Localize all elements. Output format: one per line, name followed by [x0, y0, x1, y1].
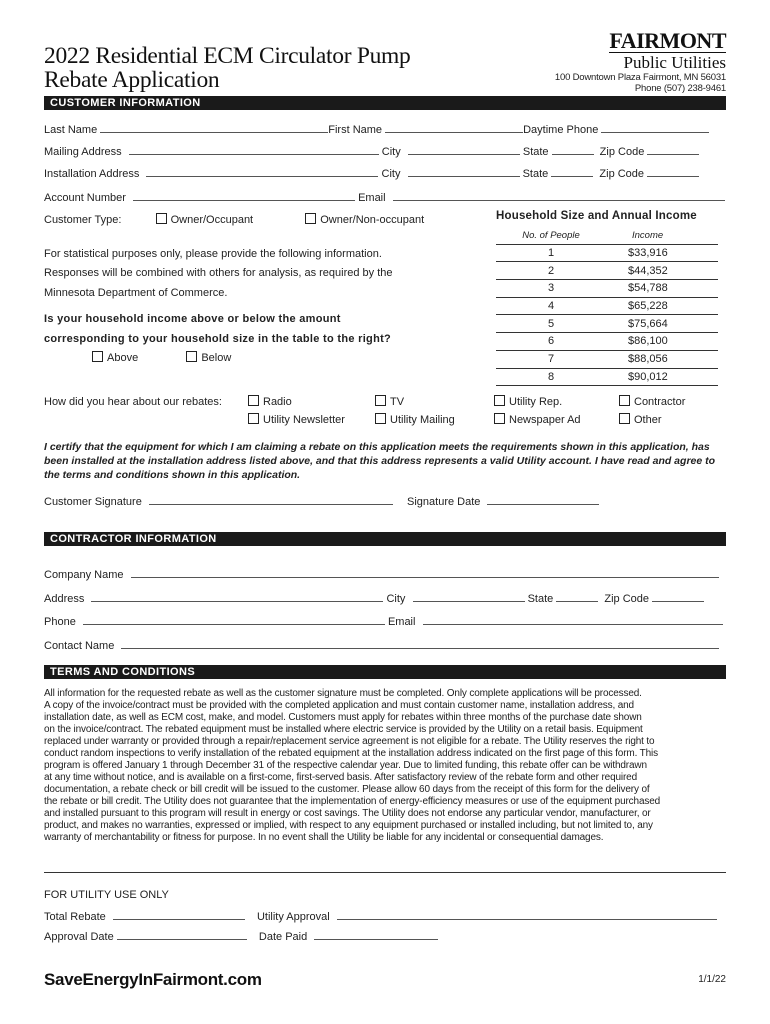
mailing-state-label: State	[522, 146, 549, 158]
size-cell: 1	[496, 244, 606, 262]
customer-section-header	[44, 96, 726, 110]
other-checkbox[interactable]	[619, 413, 630, 424]
address-line: 100 Downtown Plaza Fairmont, MN 56031	[554, 72, 726, 83]
hear-option-contractor	[619, 395, 685, 409]
installation-state-label: State	[522, 168, 549, 180]
col-size-header: No. of People	[496, 227, 606, 244]
footer-date: 1/1/22	[698, 974, 726, 985]
installation-zip-label: Zip Code	[599, 168, 645, 180]
utility-approval-label: Utility Approval	[256, 911, 330, 923]
terms-line: the rebate or bill credit. The Utility does not guarantee that the implementation of energy-efficiency measures or use of the equipment purchased	[44, 796, 661, 807]
installation-city-label: City	[381, 168, 401, 180]
size-cell: 2	[496, 262, 606, 280]
logo-wordmark: FAIRMONT	[609, 28, 726, 53]
table-row	[496, 368, 718, 386]
contractor-zip-label: Zip Code	[604, 593, 650, 605]
contractor-city-label: City	[386, 593, 406, 605]
income-answer-row	[92, 351, 231, 365]
statistical-line-3: Minnesota Department of Commerce.	[44, 287, 228, 299]
terms-line: A copy of the invoice/contract must be provided with the completed application and must contain customer name, installation address, and	[44, 700, 634, 711]
table-row	[496, 280, 718, 298]
total-rebate-label: Total Rebate	[44, 911, 106, 923]
radio-label: Radio	[263, 396, 292, 408]
contractor-state-field[interactable]	[556, 591, 598, 602]
installation-state-field[interactable]	[551, 166, 593, 177]
utility-newsletter-label: Utility Newsletter	[263, 414, 345, 426]
size-cell: 3	[496, 280, 606, 298]
contractor-address-field[interactable]	[91, 591, 383, 602]
customer-section-title: CUSTOMER INFORMATION	[50, 97, 201, 109]
size-cell: 6	[496, 333, 606, 351]
statistical-line-2: Responses will be combined with others for analysis, as required by the	[44, 267, 393, 279]
company-row	[44, 567, 719, 582]
mailing-address-label: Mailing Address	[44, 146, 122, 158]
hear-option-utility-newsletter	[248, 413, 345, 427]
contractor-email-label: Email	[387, 616, 416, 628]
size-cell: 7	[496, 350, 606, 368]
owner-non-occupant-label: Owner/Non-occupant	[320, 214, 425, 226]
email-field[interactable]	[393, 190, 725, 201]
table-row	[496, 333, 718, 351]
first-name-field[interactable]	[385, 122, 523, 133]
terms-line: installation date, as well as ECM cost, make, and model. Customers must apply for rebates within three months of the purchase date shown	[44, 712, 642, 723]
mailing-row	[44, 144, 699, 159]
newspaper-ad-checkbox[interactable]	[494, 413, 505, 424]
income-question-1: Is your household income above or below the amount	[44, 313, 341, 325]
income-cell: $65,228	[606, 297, 718, 315]
contact-row	[44, 638, 719, 653]
account-number-field[interactable]	[133, 190, 355, 201]
income-question-2: corresponding to your household size in the table to the right?	[44, 333, 392, 345]
page-title	[44, 44, 410, 92]
email-label: Email	[358, 192, 386, 204]
terms-line: on the invoice/contract. The rebated equipment must be installed where electric service is provided by the Utility on a retail basis. Equipment	[44, 724, 643, 735]
utility-divider	[44, 872, 726, 873]
customer-type-label: Customer Type:	[44, 214, 122, 226]
table-row	[496, 315, 718, 333]
terms-line: and installed pursuant to this program will result in energy or cost savings. The Utility does not endorse any particular vendor, manufacturer, or	[44, 808, 651, 819]
phone-line: Phone (507) 238-9461	[634, 83, 726, 94]
signature-label: Customer Signature	[44, 496, 142, 508]
terms-text	[44, 688, 726, 844]
mailing-zip-label: Zip Code	[599, 146, 645, 158]
table-row	[496, 297, 718, 315]
utility-approval-field[interactable]	[337, 909, 717, 920]
mailing-zip-field[interactable]	[647, 144, 699, 155]
below-label: Below	[201, 352, 232, 364]
hear-label: How did you hear about our rebates:	[44, 396, 222, 408]
first-name-label: First Name	[328, 124, 383, 136]
terms-section-title: TERMS AND CONDITIONS	[50, 666, 196, 678]
logo-subtitle: Public Utilities	[609, 52, 726, 72]
certification-statement: I certify that the equipment for which I am claiming a rebate on this application meets the requirements shown in this application, has been installed at the installation address listed above, and that this address represents a valid Utility account. I have read and agree to the terms and conditions shown in this application.	[44, 441, 716, 481]
utility-address	[555, 72, 726, 94]
installation-city-field[interactable]	[408, 166, 520, 177]
fairmont-logo	[609, 30, 726, 72]
signature-date-label: Signature Date	[407, 496, 481, 508]
contact-name-label: Contact Name	[44, 640, 115, 652]
statistical-line-1: For statistical purposes only, please provide the following information.	[44, 248, 382, 260]
table-row	[496, 262, 718, 280]
utility-rep-label: Utility Rep.	[509, 396, 563, 408]
mailing-city-label: City	[381, 146, 401, 158]
contractor-address-row	[44, 591, 704, 606]
terms-line: All information for the requested rebate as well as the customer signature must be completed. Only complete applications will be processed.	[44, 688, 642, 699]
terms-line: product, and makes no warranties, expressed or implied, with respect to any equipment purchased or installed including, but not limited to, any	[44, 820, 653, 831]
company-name-label: Company Name	[44, 569, 124, 581]
installation-address-field[interactable]	[146, 166, 378, 177]
installation-row	[44, 166, 699, 181]
income-table	[496, 227, 718, 386]
daytime-phone-field[interactable]	[601, 122, 709, 133]
total-rebate-field[interactable]	[113, 909, 245, 920]
contractor-address-label: Address	[44, 593, 85, 605]
size-cell: 8	[496, 368, 606, 386]
income-cell: $44,352	[606, 262, 718, 280]
contractor-zip-field[interactable]	[652, 591, 704, 602]
income-cell: $86,100	[606, 333, 718, 351]
above-checkbox[interactable]	[92, 351, 103, 362]
footer-website[interactable]: SaveEnergyInFairmont.com	[44, 970, 262, 989]
income-cell: $88,056	[606, 350, 718, 368]
contractor-section-title: CONTRACTOR INFORMATION	[50, 533, 217, 545]
signature-row	[44, 494, 599, 509]
customer-type-row	[44, 213, 424, 227]
approval-date-label: Approval Date	[44, 931, 114, 943]
contractor-label: Contractor	[634, 396, 686, 408]
contractor-phone-field[interactable]	[83, 614, 385, 625]
last-name-label: Last Name	[44, 124, 98, 136]
table-row	[496, 244, 718, 262]
terms-line: documentation, a rebate check or bill credit will be issued to the customer. Please allow 60 days from the receipt of this form for the delivery of	[44, 784, 650, 795]
title-line-1: 2022 Residential ECM Circulator Pump	[44, 43, 411, 69]
utility-mailing-label: Utility Mailing	[390, 414, 455, 426]
size-cell: 5	[496, 315, 606, 333]
income-cell: $75,664	[606, 315, 718, 333]
table-row	[496, 350, 718, 368]
contractor-phone-label: Phone	[44, 616, 76, 628]
utility-newsletter-checkbox[interactable]	[248, 413, 259, 424]
mailing-address-field[interactable]	[129, 144, 379, 155]
terms-section-header	[44, 665, 726, 679]
terms-line: replaced under warranty or provided through a repair/replacement service agreement is not eligible for a rebate. The Utility reserves the right to	[44, 736, 655, 747]
hear-option-utility-rep	[494, 395, 562, 409]
title-line-2: Rebate Application	[44, 67, 220, 93]
radio-checkbox[interactable]	[248, 395, 259, 406]
hear-option-newspaper-ad	[494, 413, 581, 427]
approval-date-field[interactable]	[117, 929, 247, 940]
date-paid-label: Date Paid	[258, 931, 308, 943]
hear-option-radio	[248, 395, 292, 409]
below-checkbox[interactable]	[186, 351, 197, 362]
tv-label: TV	[390, 396, 405, 408]
date-paid-field[interactable]	[314, 929, 438, 940]
income-cell: $90,012	[606, 368, 718, 386]
utility-rep-checkbox[interactable]	[494, 395, 505, 406]
utility-use-title: FOR UTILITY USE ONLY	[44, 889, 169, 901]
terms-line: warranty of merchantability or fitness for purpose. In no event shall the Utility be liable for any incidental or consequential damages.	[44, 832, 604, 843]
hear-option-tv	[375, 395, 404, 409]
installation-zip-field[interactable]	[647, 166, 699, 177]
owner-occupant-label: Owner/Occupant	[170, 214, 254, 226]
owner-occupant-checkbox[interactable]	[156, 213, 167, 224]
col-income-header: Income	[606, 227, 718, 244]
name-row	[44, 122, 709, 137]
terms-line: program is offered January 1 through December 31 of the respective calendar year. Due to limited funding, this rebate offer can be withdrawn	[44, 760, 647, 771]
income-cell: $54,788	[606, 280, 718, 298]
mailing-state-field[interactable]	[552, 144, 594, 155]
contact-name-field[interactable]	[121, 638, 719, 649]
income-table-header	[496, 227, 718, 244]
utility-mailing-checkbox[interactable]	[375, 413, 386, 424]
contractor-city-field[interactable]	[413, 591, 525, 602]
size-cell: 4	[496, 297, 606, 315]
hear-option-other	[619, 413, 662, 427]
signature-field[interactable]	[149, 494, 393, 505]
hear-option-utility-mailing	[375, 413, 455, 427]
contractor-checkbox[interactable]	[619, 395, 630, 406]
signature-date-field[interactable]	[487, 494, 599, 505]
contractor-phone-row	[44, 614, 723, 629]
owner-non-occupant-checkbox[interactable]	[305, 213, 316, 224]
account-number-label: Account Number	[44, 192, 126, 204]
installation-address-label: Installation Address	[44, 168, 140, 180]
tv-checkbox[interactable]	[375, 395, 386, 406]
utility-row-2	[44, 929, 438, 944]
income-cell: $33,916	[606, 244, 718, 262]
contractor-section-header	[44, 532, 726, 546]
newspaper-ad-label: Newspaper Ad	[509, 414, 581, 426]
company-name-field[interactable]	[131, 567, 719, 578]
other-label: Other	[634, 414, 662, 426]
terms-line: conduct random inspections to verify installation of the rebated equipment at the installation address indicated on the first page of this form. This	[44, 748, 658, 759]
account-row	[44, 190, 725, 205]
mailing-city-field[interactable]	[408, 144, 520, 155]
last-name-field[interactable]	[100, 122, 328, 133]
daytime-phone-label: Daytime Phone	[523, 124, 599, 136]
income-table-title: Household Size and Annual Income	[496, 210, 697, 222]
terms-line: at any time without notice, and is available on a first-come, first-served basis. After satisfactory review of the rebate form and other required	[44, 772, 637, 783]
above-label: Above	[107, 352, 139, 364]
utility-row-1	[44, 909, 717, 924]
contractor-state-label: State	[527, 593, 554, 605]
contractor-email-field[interactable]	[423, 614, 723, 625]
